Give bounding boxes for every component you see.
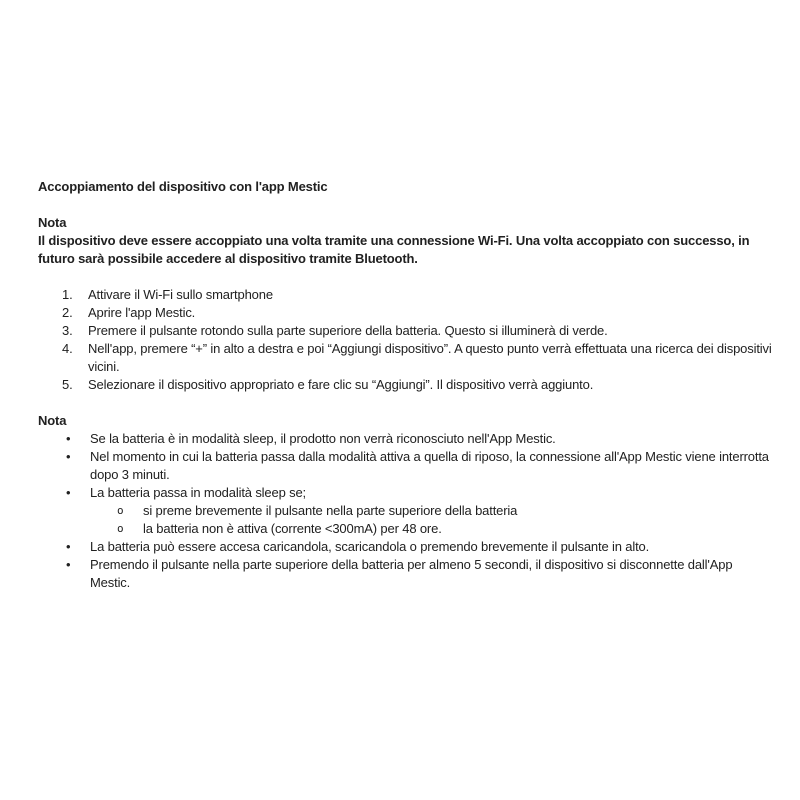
note-intro-paragraph: Il dispositivo deve essere accoppiato una volta tramite una connessione Wi-Fi. Una volta accoppiato con successo, in futuro sarà possibile accedere al dispositivo tramite Bluetooth.: [38, 233, 750, 266]
sleep-condition-text: la batteria non è attiva (corrente <300mA) per 48 ore.: [143, 521, 442, 536]
step-text: Aprire l'app Mestic.: [88, 305, 196, 320]
note-bullet-text: Premendo il pulsante nella parte superiore della batteria per almeno 5 secondi, il dispositivo si disconnette dall'App Mestic.: [90, 557, 733, 590]
note-label-2: Nota: [38, 413, 67, 428]
step-text: Selezionare il dispositivo appropriato e fare clic su “Aggiungi”. Il dispositivo verrà aggiunto.: [88, 377, 594, 392]
note-bullet-text: Se la batteria è in modalità sleep, il prodotto non verrà riconosciuto nell'App Mestic.: [90, 431, 556, 446]
note-bullet-text: La batteria passa in modalità sleep se;: [90, 485, 307, 500]
note-bullet-3: [38, 484, 772, 538]
sleep-condition-1: [90, 502, 772, 520]
step-item-3: [38, 322, 772, 340]
note-bullet-text: La batteria può essere accesa caricandola, scaricandola o premendo brevemente il pulsante in alto.: [90, 539, 650, 554]
note-bullet-1: [38, 430, 772, 448]
step-item-5: [38, 376, 772, 394]
notes-list: [38, 430, 772, 592]
step-item-2: [38, 304, 772, 322]
sleep-condition-text: si preme brevemente il pulsante nella parte superiore della batteria: [143, 503, 518, 518]
sleep-conditions-list: [90, 502, 772, 538]
note-bullet-2: [38, 448, 772, 484]
sleep-condition-2: [90, 520, 772, 538]
step-item-4: [38, 340, 772, 376]
page-title: Accoppiamento del dispositivo con l'app Mestic: [38, 179, 328, 194]
note-bullet-text: Nel momento in cui la batteria passa dalla modalità attiva a quella di riposo, la connessione all'App Mestic viene interrotta dopo 3 minuti.: [90, 449, 769, 482]
note-bullet-4: [38, 538, 772, 556]
step-item-1: [38, 286, 772, 304]
note-label-1: Nota: [38, 215, 67, 230]
note-bullet-5: [38, 556, 772, 592]
step-text: Nell'app, premere “+” in alto a destra e poi “Aggiungi dispositivo”. A questo punto verrà effettuata una ricerca dei dispositivi vicini.: [88, 341, 772, 374]
step-text: Attivare il Wi-Fi sullo smartphone: [88, 287, 273, 302]
pairing-steps-list: [38, 286, 772, 394]
step-text: Premere il pulsante rotondo sulla parte superiore della batteria. Questo si illuminerà di verde.: [88, 323, 608, 338]
